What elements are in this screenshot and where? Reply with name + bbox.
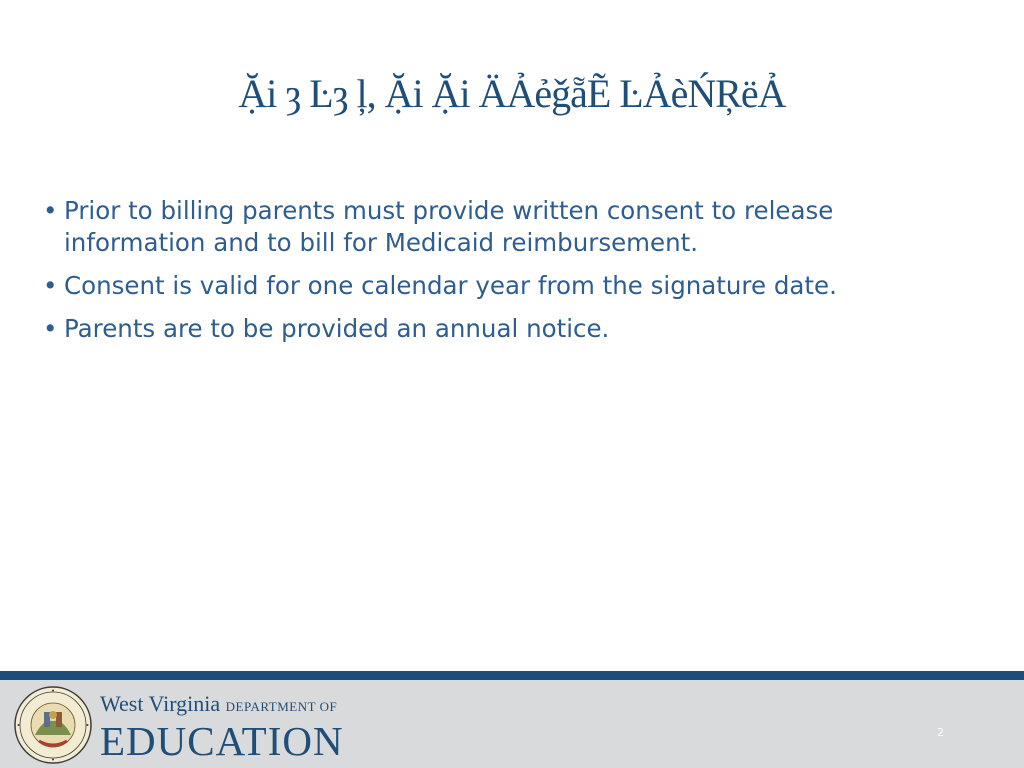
bullet-item — [40, 270, 960, 302]
wv-state-seal-icon — [13, 685, 93, 765]
slide-content — [40, 195, 960, 356]
bullet-dot-icon: • — [43, 271, 58, 300]
bullet-dot-icon: • — [43, 196, 58, 225]
bullet-text: Parents are to be provided an annual notice. — [64, 314, 610, 343]
wv-education-logo — [100, 692, 344, 763]
bullet-item — [40, 313, 960, 345]
bullet-dot-icon: • — [43, 314, 58, 343]
footer — [0, 680, 1024, 768]
logo-state-name: West Virginia — [100, 691, 221, 716]
page-number: 2 — [937, 726, 944, 739]
slide-title: Ặi ȝ Ŀȝ ļ, Ặi Ặi ÄẢẻǧẵẼ ĿẢèŃŖëẢ — [238, 71, 786, 116]
bullet-item — [40, 195, 960, 259]
logo-department: DEPARTMENT OF — [225, 699, 338, 714]
footer-accent-bar — [0, 671, 1024, 680]
bullet-text: Consent is valid for one calendar year from the signature date. — [64, 271, 837, 300]
bullet-text: Prior to billing parents must provide written consent to release information and to bill for Medicaid reimbursement. — [64, 196, 834, 257]
bullet-list — [40, 195, 960, 345]
logo-education: EDUCATION — [100, 718, 344, 764]
logo-state-line — [100, 692, 344, 719]
